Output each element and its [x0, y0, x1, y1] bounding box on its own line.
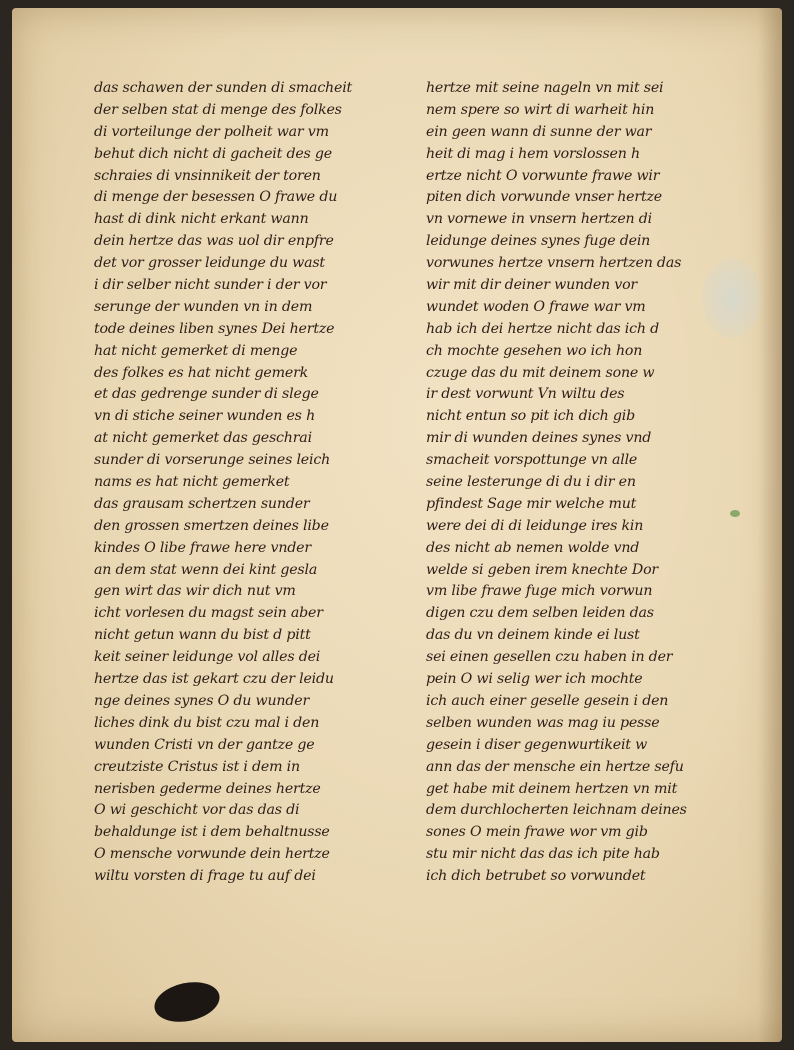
text-line: den grossen smertzen deines libe — [94, 517, 329, 534]
text-line: ein geen wann di sunne der war — [426, 123, 652, 140]
text-line: get habe mit deinem hertzen vn mit — [426, 780, 678, 797]
text-line: das du vn deinem kinde ei lust — [426, 627, 640, 644]
text-line: nge deines synes O du wunder — [94, 692, 310, 709]
text-line: czuge das du mit deinem sone w — [426, 364, 655, 381]
text-line: mir di wunden deines synes vnd — [426, 430, 652, 447]
text-line: der selben stat di menge des folkes — [94, 101, 342, 118]
text-line: nicht entun so pit ich dich gib — [426, 408, 635, 425]
text-line: wunden Cristi vn der gantze ge — [94, 736, 315, 753]
text-line: behut dich nicht di gacheit des ge — [94, 145, 332, 162]
text-line: sones O mein frawe wor vm gib — [426, 824, 648, 841]
text-line: sei einen gesellen czu haben in der — [426, 649, 673, 666]
text-line: schraies di vnsinnikeit der toren — [94, 167, 321, 184]
text-line: at nicht gemerket das geschrai — [94, 430, 312, 447]
text-line: hertze mit seine nageln vn mit sei — [426, 80, 664, 96]
text-line: des nicht ab nemen wolde vnd — [426, 539, 640, 556]
text-line: wiltu vorsten di frage tu auf dei — [94, 868, 316, 885]
text-line: behaldunge ist i dem behaltnusse — [94, 824, 330, 841]
text-line: tode deines liben synes Dei hertze — [94, 320, 335, 337]
text-line: welde si geben irem knechte Dor — [426, 561, 658, 578]
page-edge-shadow — [758, 8, 782, 1042]
text-line: hat nicht gemerket di menge — [94, 342, 298, 359]
text-line: dem durchlocherten leichnam deines — [426, 802, 687, 819]
text-line: creutziste Cristus ist i dem in — [94, 758, 300, 775]
text-line: leidunge deines synes fuge dein — [426, 233, 651, 250]
text-line: keit seiner leidunge vol alles dei — [94, 649, 321, 666]
text-line: gen wirt das wir dich nut vm — [94, 583, 296, 600]
text-line: ir dest vorwunt Vn wiltu des — [426, 386, 625, 403]
text-line: das grausam schertzen sunder — [94, 495, 310, 512]
text-line: ich auch einer geselle gesein i den — [426, 692, 669, 709]
text-line: wir mit dir deiner wunden vor — [426, 277, 638, 294]
text-line: dein hertze das was uol dir enpfre — [94, 233, 334, 250]
text-line: det vor grosser leidunge du wast — [94, 255, 325, 272]
text-line: icht vorlesen du magst sein aber — [94, 605, 323, 622]
text-line: vm libe frawe fuge mich vorwun — [426, 583, 653, 600]
text-line: gesein i diser gegenwurtikeit w — [426, 736, 648, 753]
text-line: selben wunden was mag iu pesse — [426, 714, 660, 731]
manuscript-page — [12, 8, 782, 1042]
left-text-column — [94, 78, 394, 888]
text-line: ann das der mensche ein hertze sefu — [426, 758, 684, 775]
text-line: nicht getun wann du bist d pitt — [94, 627, 311, 644]
text-line: liches dink du bist czu mal i den — [94, 714, 320, 731]
text-line: das schawen der sunden di smacheit — [94, 80, 353, 96]
text-line: ertze nicht O vorwunte frawe wir — [426, 167, 660, 184]
text-line: di menge der besessen O frawe du — [94, 189, 338, 206]
text-line: vn vornewe in vnsern hertzen di — [426, 211, 652, 228]
text-line: i dir selber nicht sunder i der vor — [94, 277, 327, 294]
text-line: pein O wi selig wer ich mochte — [426, 671, 643, 688]
text-line: an dem stat wenn dei kint gesla — [94, 561, 318, 578]
text-line: hast di dink nicht erkant wann — [94, 211, 309, 228]
text-line: et das gedrenge sunder di slege — [94, 386, 319, 403]
parchment-hole — [151, 977, 223, 1028]
text-line: O wi geschicht vor das das di — [94, 802, 300, 819]
text-line: nams es hat nicht gemerket — [94, 474, 290, 491]
text-line: piten dich vorwunde vnser hertze — [426, 189, 662, 206]
text-line: seine lesterunge di du i dir en — [426, 474, 636, 491]
text-line: O mensche vorwunde dein hertze — [94, 846, 330, 863]
text-line: serunge der wunden vn in dem — [94, 298, 313, 315]
text-line: ich dich betrubet so vorwundet — [426, 868, 646, 885]
text-line: nerisben gederme deines hertze — [94, 780, 321, 797]
text-line: wundet woden O frawe war vm — [426, 298, 646, 315]
text-line: were dei di di leidunge ires kin — [426, 517, 644, 534]
text-line: smacheit vorspottunge vn alle — [426, 452, 638, 469]
text-line: kindes O libe frawe here vnder — [94, 539, 311, 556]
text-line: des folkes es hat nicht gemerk — [94, 364, 309, 381]
text-line: digen czu dem selben leiden das — [426, 605, 654, 622]
text-line: heit di mag i hem vorslossen h — [426, 145, 640, 162]
ink-spot — [730, 510, 740, 517]
text-line: stu mir nicht das das ich pite hab — [426, 846, 660, 863]
text-line: ch mochte gesehen wo ich hon — [426, 342, 643, 359]
text-line: hertze das ist gekart czu der leidu — [94, 671, 334, 688]
text-line: vn di stiche seiner wunden es h — [94, 408, 316, 425]
text-line: pfindest Sage mir welche mut — [426, 495, 637, 512]
text-line: di vorteilunge der polheit war vm — [94, 123, 329, 140]
text-line: nem spere so wirt di warheit hin — [426, 101, 655, 118]
right-text-column — [426, 78, 726, 888]
text-line: sunder di vorserunge seines leich — [94, 452, 331, 469]
text-line: vorwunes hertze vnsern hertzen das — [426, 255, 682, 272]
text-line: hab ich dei hertze nicht das ich d — [426, 320, 659, 337]
